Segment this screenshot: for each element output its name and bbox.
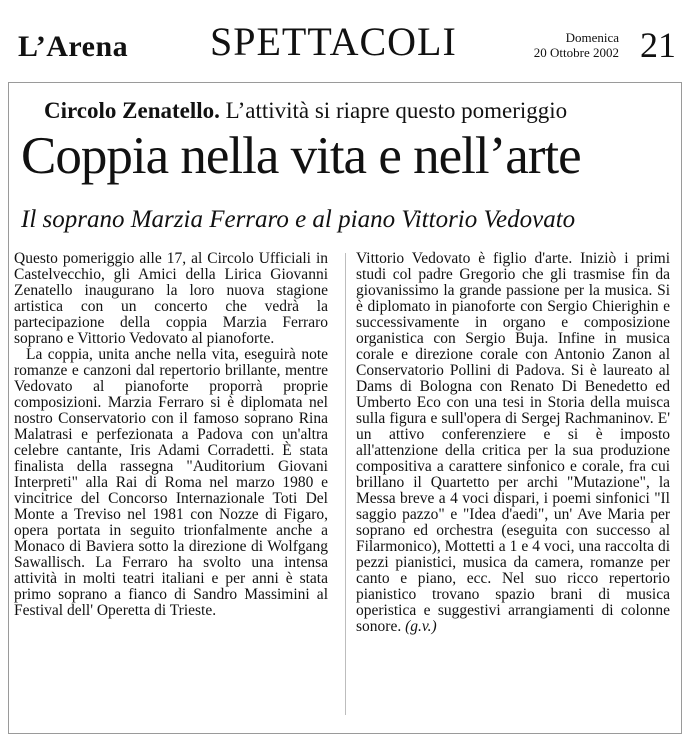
issue-date-text: 20 Ottobre 2002 [533,45,619,60]
issue-date [515,30,619,60]
section-name: SPETTACOLI [210,19,457,64]
body-text: Vittorio Vedovato è figlio d'arte. Iniziò i primi studi col padre Gregorio che gli trasmise fin da giovanissimo la grande passione per la musica. Si è diplomato in pianoforte con Sergio Chierighin e successivamente in organo e composizione organistica con Sergio Buja. Infine in musica corale e direzione corale con Antonio Zanon al Conservatorio Pollini di Padova. Si è laureato al Dams di Bologna con Renato Di Benedetto ed Umberto Eco con una tesi in Storia della muisca sulla figura e sull'opera di Sergej Rachmaninov. E' un attivo conferenziere e si è imposto all'attenzione della critica per la sua produzione compositiva a carattere sinfonico e corale, fra cui brillano il Quartetto per archi "Mutazione", la Messa breve a 4 voci dispari, i poemi sinfonici "Il saggio pazzo" e "Idea d'aedi", un' Ave Maria per soprano ed orchestra (eseguita con successo al Filarmonico), Mottetti a 1 e 4 voci, una raccolta di pezzi pianistici, musica da camera, romanze per canto e piano, ecc. Nel suo ricco repertorio pianistico trovano spazio brani di musica operistica e suggestivi arrangiamenti di colonne sonore. [356,250,670,635]
article-subhead: Il soprano Marzia Ferraro e al piano Vittorio Vedovato [21,206,576,233]
body-paragraph [356,251,670,635]
page-number: 21 [640,25,676,65]
author-signature: (g.v.) [405,618,437,635]
page-header [0,0,692,78]
article-column-left [14,251,328,619]
article [8,82,682,734]
newspaper-name: L’Arena [18,30,129,63]
article-column-right [356,251,670,635]
kicker-venue: Circolo Zenatello. [44,98,220,123]
column-divider [345,253,346,715]
kicker-text: L’attività si riapre questo pomeriggio [219,98,568,123]
article-headline: Coppia nella vita e nell’arte [21,127,581,185]
issue-day: Domenica [565,30,619,45]
body-paragraph: Questo pomeriggio alle 17, al Circolo Ufficiali in Castelvecchio, gli Amici della Lirica Giovanni Zenatello inaugurano la loro nuova stagione artistica con un concerto che vedrà la partecipazione della coppia Marzia Ferraro soprano e Vittorio Vedovato al pianoforte. [14,250,328,347]
article-kicker [44,98,567,124]
body-paragraph: La coppia, unita anche nella vita, eseguirà note romanze e canzoni dal repertorio brillante, mentre Vedovato al pianoforte proporrà proprie composizioni. Marzia Ferraro si è diplomata nel nostro Conservatorio con il famoso soprano Rina Malatrasi e perfezionata a Padova con un'altra celebre cantante, Iris Adami Corradetti. È stata finalista della rassegna "Auditorium Giovani Interpreti" alla Rai di Roma nel marzo 1980 e vincitrice del Concorso Internazionale Toti Del Monte a Treviso nel 1981 con Nozze di Figaro, opera portata in seguito trionfalmente anche a Monaco di Baviera sotto la direzione di Wolfgang Sawallisch. La Ferraro ha svolto una intensa attività in molti teatri italiani e per anni è stata primo soprano a fianco di Sandro Massimini al Festival dell' Operetta di Trieste. [14,346,328,619]
